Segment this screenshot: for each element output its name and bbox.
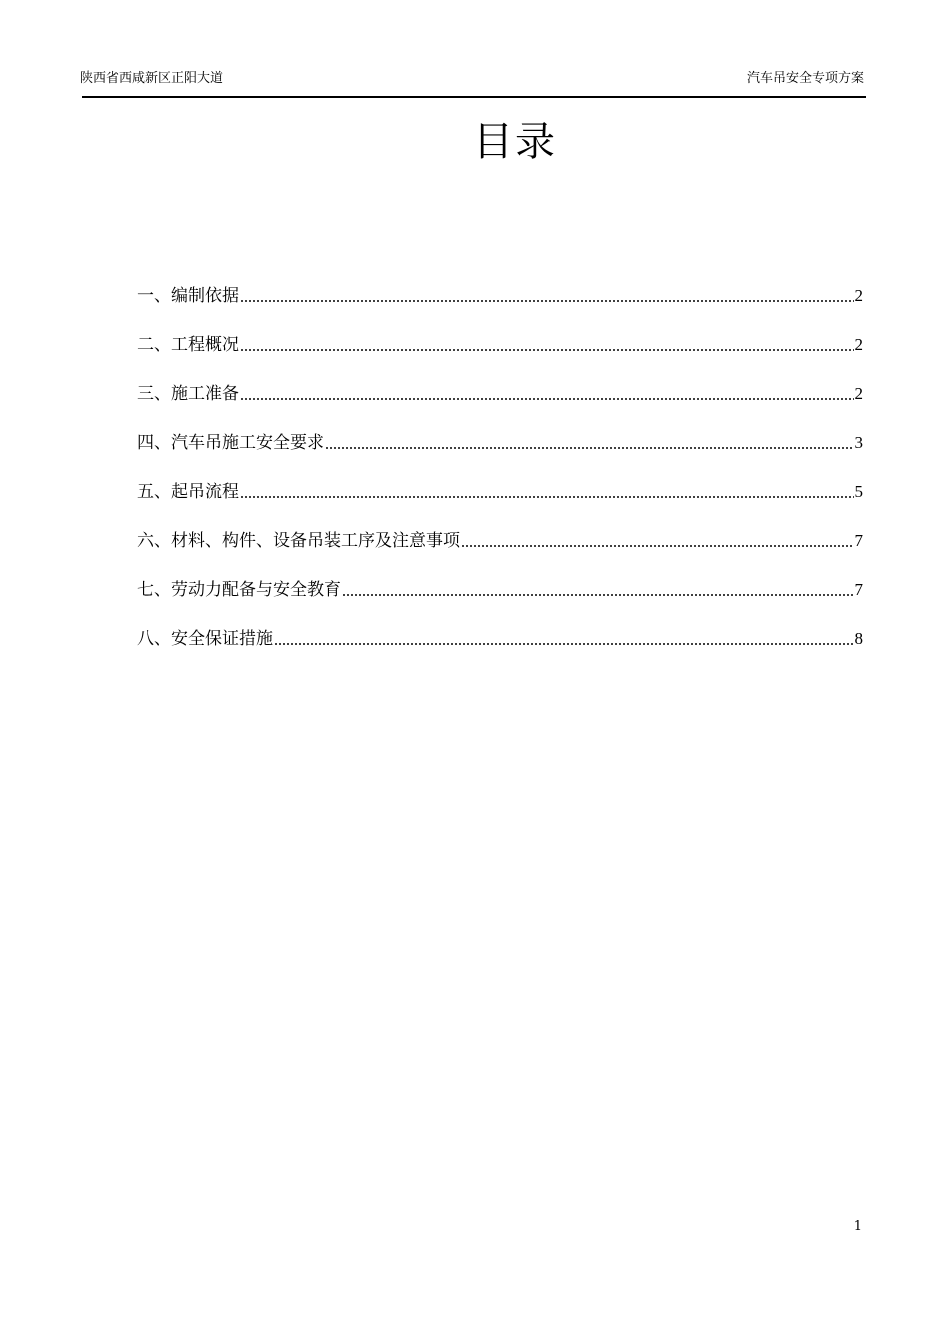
toc-entry-7[interactable] — [137, 556, 863, 605]
toc-entry-page: 2 — [854, 286, 863, 305]
toc-entry-4[interactable] — [137, 409, 863, 458]
toc-dot-leader — [240, 297, 854, 303]
toc-entry-page: 7 — [854, 580, 863, 599]
toc-entry-label: 四、汽车吊施工安全要求 — [137, 433, 324, 453]
toc-dot-leader — [240, 395, 854, 401]
toc-entry-label: 五、起吊流程 — [137, 482, 239, 502]
toc-dot-leader — [461, 542, 854, 548]
toc-entry-page: 5 — [854, 482, 863, 501]
header-document-title: 汽车吊安全专项方案 — [746, 71, 864, 86]
toc-entry-page: 7 — [854, 531, 863, 550]
page-number: 1 — [853, 1219, 862, 1234]
toc-entry-1[interactable] — [137, 262, 863, 311]
page-title: 目录 — [473, 119, 557, 165]
toc-entry-5[interactable] — [137, 458, 863, 507]
toc-entry-label: 二、工程概况 — [137, 335, 239, 355]
toc-dot-leader — [240, 493, 854, 499]
table-of-contents — [137, 262, 863, 654]
toc-entry-3[interactable] — [137, 360, 863, 409]
toc-entry-6[interactable] — [137, 507, 863, 556]
toc-dot-leader — [342, 591, 854, 597]
toc-entry-label: 三、施工准备 — [137, 384, 239, 404]
toc-entry-label: 一、编制依据 — [137, 286, 239, 306]
toc-entry-page: 2 — [854, 335, 863, 354]
toc-entry-8[interactable] — [137, 605, 863, 654]
toc-entry-label: 八、安全保证措施 — [137, 629, 273, 649]
toc-entry-page: 3 — [854, 433, 863, 452]
toc-entry-page: 8 — [854, 629, 863, 648]
toc-dot-leader — [274, 640, 854, 646]
header-location: 陕西省西咸新区正阳大道 — [80, 71, 224, 86]
toc-entry-label: 七、劳动力配备与安全教育 — [137, 580, 341, 600]
toc-entry-2[interactable] — [137, 311, 863, 360]
toc-entry-label: 六、材料、构件、设备吊装工序及注意事项 — [137, 531, 460, 551]
toc-dot-leader — [325, 444, 854, 450]
header-divider — [82, 96, 866, 98]
toc-dot-leader — [240, 346, 854, 352]
toc-entry-page: 2 — [854, 384, 863, 403]
